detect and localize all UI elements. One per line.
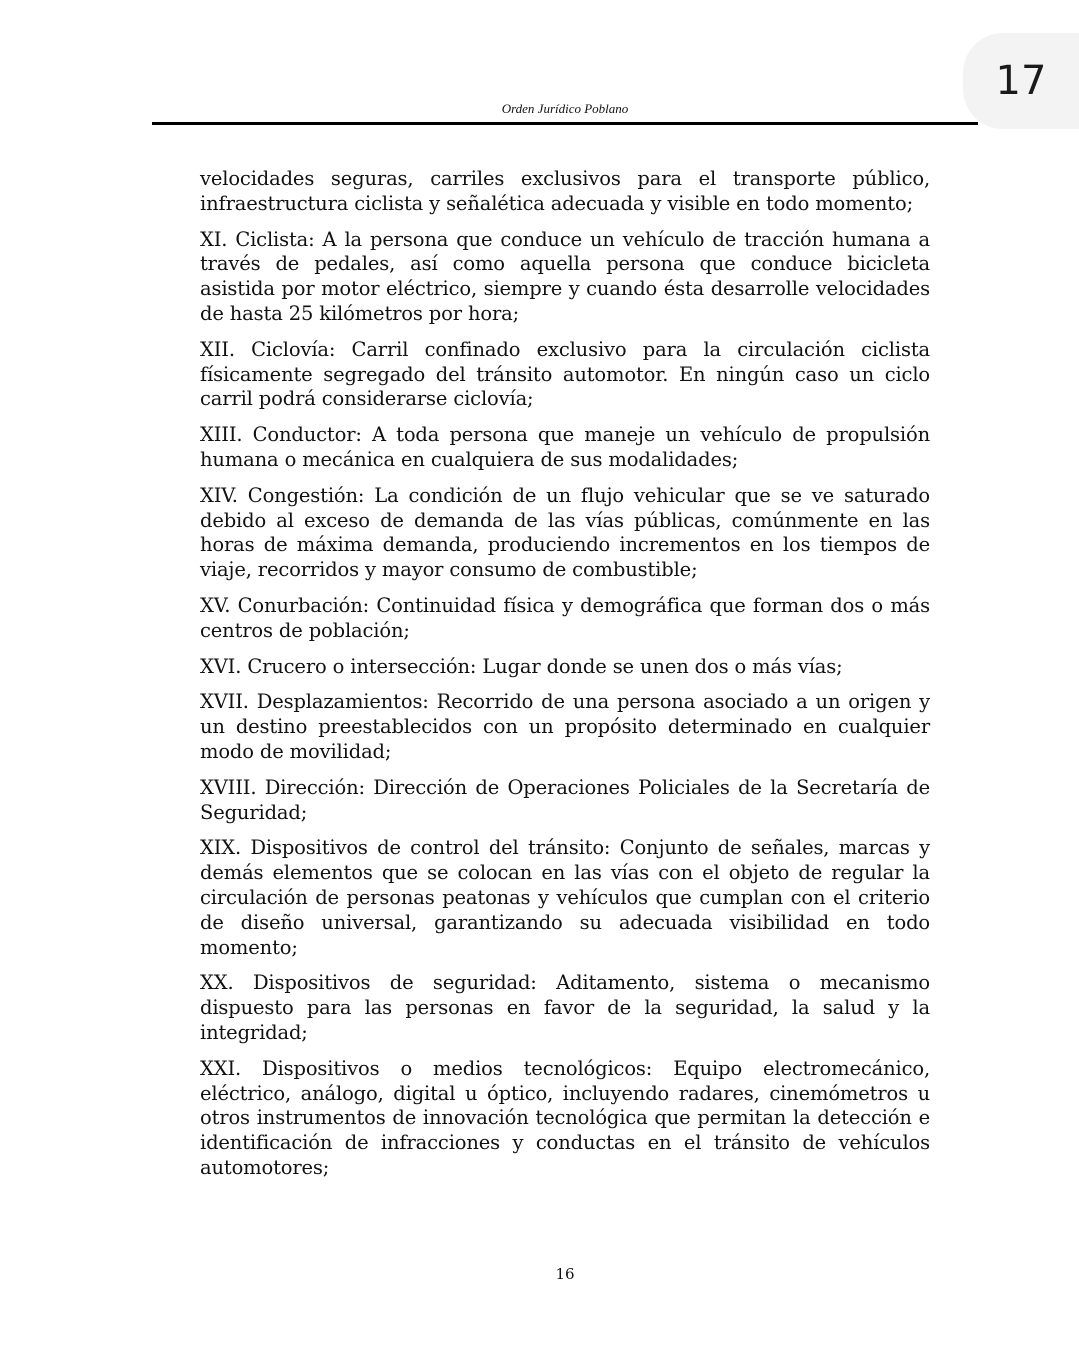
paragraph-fraccion-xx: XX. Dispositivos de seguridad: Aditamento, sistema o mecanismo dispuesto para las personas en favor de la seguridad, la salud y la integridad; (200, 971, 930, 1044)
page-footer-number: 16 (555, 1265, 575, 1283)
paragraph-fraccion-xii: XII. Ciclovía: Carril confinado exclusivo para la circulación ciclista físicamente segregado del tránsito automotor. En ningún caso un ciclo carril podrá considerarse ciclovía; (200, 337, 930, 411)
paragraph-fraccion-xvi: XVI. Crucero o intersección: Lugar donde se unen dos o más vías; (200, 654, 843, 678)
viewer-page-indicator (963, 33, 1079, 129)
paragraph-continuation: velocidades seguras, carriles exclusivos para el transporte público, infraestructura ciclista y señalética adecuada y visible en todo momento; (200, 167, 930, 215)
paragraph-fraccion-xix: XIX. Dispositivos de control del tránsito: Conjunto de señales, marcas y demás elementos que se colocan en las vías con el objeto de regular la circulación de personas peatonas y vehículos que cumplan con el criterio de diseño universal, garantizando su adecuada visibilidad en todo momento; (200, 836, 930, 959)
paragraph-fraccion-xxi: XXI. Dispositivos o medios tecnológicos: Equipo electromecánico, eléctrico, análogo, digital u óptico, incluyendo radares, cinemómetros u otros instrumentos de innovación tecnológica que permitan la detección e identificación de infracciones y conductas en el tránsito de vehículos automotores; (200, 1056, 930, 1179)
viewer-page-number: 17 (995, 58, 1047, 104)
document-body (200, 167, 930, 1192)
paragraph-fraccion-xiv: XIV. Congestión: La condición de un flujo vehicular que se ve saturado debido al exceso de demanda de las vías públicas, comúnmente en las horas de máxima demanda, produciendo incrementos en los tiempos de viaje, recorridos y mayor consumo de combustible; (200, 483, 930, 582)
paragraph-fraccion-xviii: XVIII. Dirección: Dirección de Operaciones Policiales de la Secretaría de Seguridad; (200, 775, 930, 824)
paragraph-fraccion-xiii: XIII. Conductor: A toda persona que maneje un vehículo de propulsión humana o mecánica en cualquiera de sus modalidades; (200, 423, 930, 471)
paragraph-fraccion-xv: XV. Conurbación: Continuidad física y demográfica que forman dos o más centros de población; (200, 593, 930, 642)
header-divider (152, 122, 978, 125)
running-header-title: Orden Jurídico Poblano (501, 101, 629, 116)
paragraph-fraccion-xi: XI. Ciclista: A la persona que conduce un vehículo de tracción humana a través de pedales, así como aquella persona que conduce bicicleta asistida por motor eléctrico, siempre y cuando ésta desarrolle velocidades de hasta 25 kilómetros por hora; (200, 227, 930, 325)
paragraph-fraccion-xvii: XVII. Desplazamientos: Recorrido de una persona asociado a un origen y un destino preestablecidos con un propósito determinado en cualquier modo de movilidad; (200, 690, 930, 763)
